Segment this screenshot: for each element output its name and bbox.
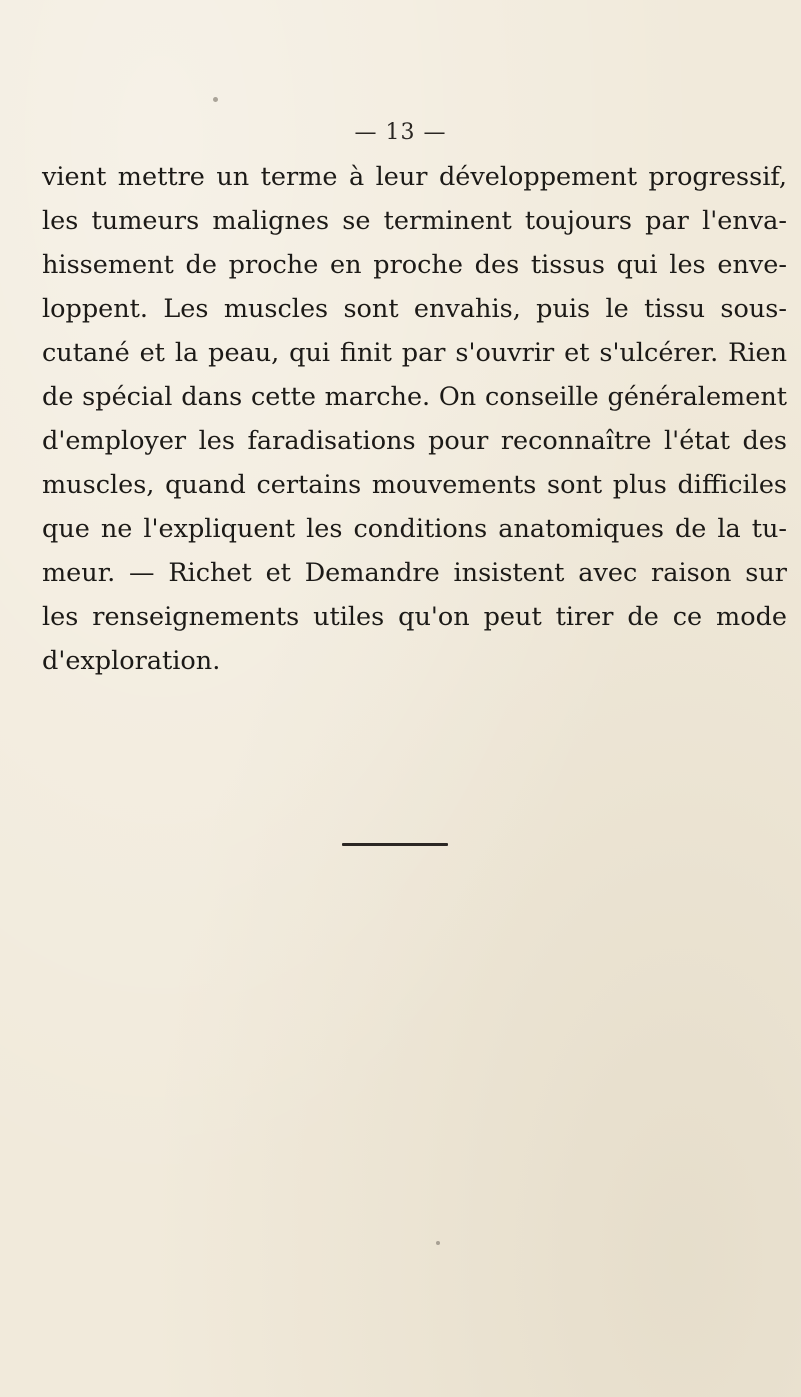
text-line: hissement de proche en proche des tissus qui les enve- — [42, 250, 787, 280]
text-line: les tumeurs malignes se terminent toujours par l'enva- — [42, 206, 787, 236]
text-line: de spécial dans cette marche. On conseille généralement — [42, 382, 787, 412]
section-end-rule — [342, 843, 448, 846]
text-line: loppent. Les muscles sont envahis, puis le tissu sous- — [42, 294, 787, 324]
body-paragraph — [42, 155, 787, 683]
text-line: meur. — Richet et Demandre insistent avec raison sur — [42, 558, 787, 588]
text-line: les renseignements utiles qu'on peut tirer de ce mode — [42, 602, 787, 632]
text-line: muscles, quand certains mouvements sont plus difficiles — [42, 470, 787, 500]
paper-speck — [213, 97, 218, 102]
page-number: — 13 — — [354, 120, 447, 145]
text-line: d'employer les faradisations pour reconnaître l'état des — [42, 426, 787, 456]
text-line: cutané et la peau, qui finit par s'ouvrir et s'ulcérer. Rien — [42, 338, 787, 368]
text-line: que ne l'expliquent les conditions anatomiques de la tu- — [42, 514, 787, 544]
text-line: vient mettre un terme à leur développement progressif, — [42, 162, 787, 192]
text-line: d'exploration. — [42, 646, 221, 676]
paper-speck — [436, 1241, 440, 1245]
